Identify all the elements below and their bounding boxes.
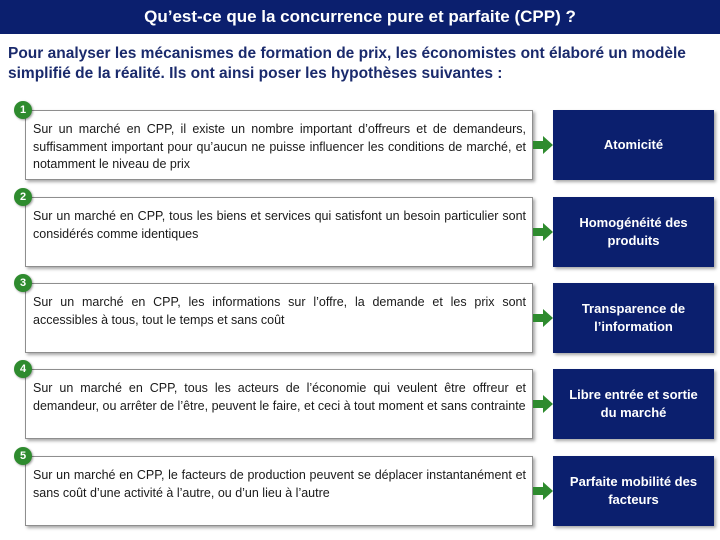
slide-title: Qu’est-ce que la concurrence pure et parfaite (CPP) ? [0,0,720,34]
hypothesis-text-box [25,456,533,526]
arrow-right-icon [533,223,553,241]
arrow-right-icon [533,136,553,154]
hypothesis-text: Sur un marché en CPP, le facteurs de production peuvent se déplacer instantanément et sans coût d’une activité à l’autre, ou d’un lieu à l’autre [33,468,526,500]
concept-box: Transparence de l’information [553,283,714,353]
hypothesis-text: Sur un marché en CPP, il existe un nombre important d’offreurs et de demandeurs, suffisamment important pour qu’aucun ne puisse influencer les conditions de marché, et notamment le niveau de prix [33,122,526,171]
number-badge: 1 [14,101,32,119]
intro-text: Pour analyser les mécanismes de formation de prix, les économistes ont élaboré un modèle simplifié de la réalité. Ils ont ainsi poser les hypothèses suivantes : [8,45,686,82]
concept-box: Atomicité [553,110,714,180]
number-badge: 2 [14,188,32,206]
number-badge: 4 [14,360,32,378]
arrow-right-icon [533,309,553,327]
hypothesis-text-box [25,197,533,267]
number-badge: 5 [14,447,32,465]
number-badge: 3 [14,274,32,292]
hypothesis-text-box [25,110,533,180]
hypothesis-text-box [25,369,533,439]
hypothesis-text: Sur un marché en CPP, tous les acteurs de l’économie qui veulent être offreur et demandeur, ou arrêter de l’être, peuvent le faire, et ceci à tout moment et sans contrainte [33,381,526,413]
hypothesis-text: Sur un marché en CPP, les informations sur l’offre, la demande et les prix sont accessibles à tous, tout le temps et sans coût [33,295,526,327]
hypothesis-row-4 [0,363,720,439]
hypothesis-row-2 [0,191,720,267]
concept-box: Homogénéité des produits [553,197,714,267]
hypothesis-text-box [25,283,533,353]
arrow-right-icon [533,482,553,500]
concept-box: Parfaite mobilité des facteurs [553,456,714,526]
hypothesis-text: Sur un marché en CPP, tous les biens et services qui satisfont un besoin particulier sont considérés comme identiques [33,209,526,241]
hypothesis-row-5 [0,450,720,526]
concept-box: Libre entrée et sortie du marché [553,369,714,439]
hypothesis-row-1 [0,104,720,180]
hypothesis-row-3 [0,277,720,353]
arrow-right-icon [533,395,553,413]
